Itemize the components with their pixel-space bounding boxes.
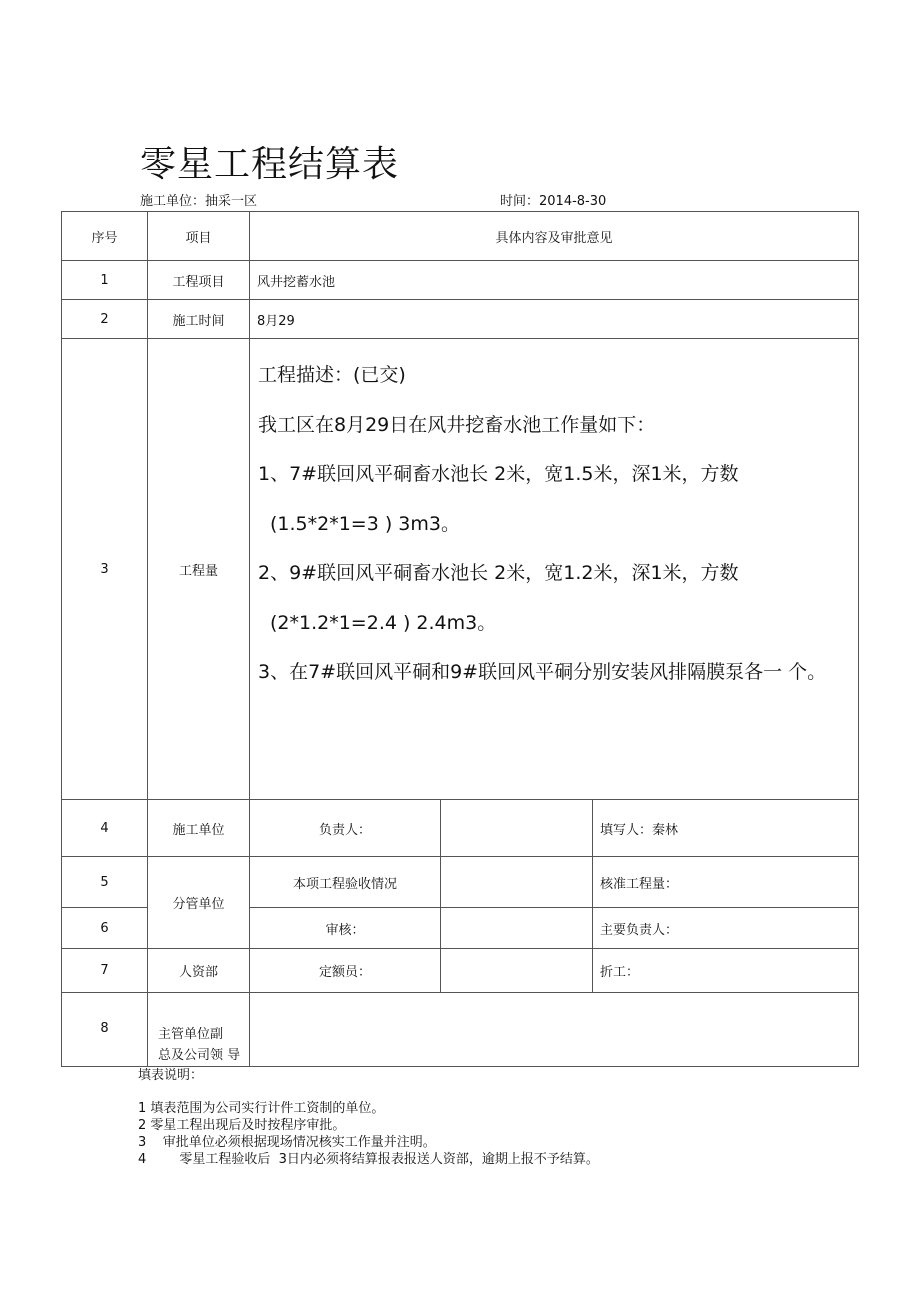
description-line: (2*1.2*1=2.4 ) 2.4m3。 <box>270 611 497 634</box>
settlement-table <box>61 211 859 1067</box>
leader-approval-value <box>250 993 859 1067</box>
row-index: 4 <box>62 800 148 857</box>
acceptance-value <box>441 857 593 908</box>
construction-time-value: 8月29 <box>250 300 859 339</box>
filled-by-label: 填写人：秦林 <box>593 800 859 857</box>
acceptance-label: 本项工程验收情况 <box>250 857 441 908</box>
workload-description <box>250 339 859 800</box>
row-item: 人资部 <box>148 949 250 993</box>
row-index: 6 <box>62 908 148 949</box>
notes-heading: 填表说明： <box>138 1068 204 1083</box>
row-item: 工程项目 <box>148 261 250 300</box>
review-value <box>441 908 593 949</box>
quota-officer-label: 定额员： <box>250 949 441 993</box>
description-line: (1.5*2*1=3 ) 3m3。 <box>270 512 460 535</box>
header-item: 项目 <box>148 212 250 261</box>
description-line: 2、9#联回风平硐畜水池长 2米，宽1.2米，深1米，方数 <box>258 562 739 584</box>
quota-officer-value <box>441 949 593 993</box>
row-item: 施工时间 <box>148 300 250 339</box>
table-row <box>62 300 859 339</box>
construction-unit-label: 施工单位：抽采一区 <box>140 194 258 209</box>
table-row <box>62 261 859 300</box>
row-index: 1 <box>62 261 148 300</box>
description-line: 1、7#联回风平硐畜水池长 2米，宽1.5米，深1米，方数 <box>258 463 739 485</box>
row-index: 8 <box>62 993 148 1067</box>
table-row <box>62 339 859 800</box>
note-item: 1 填表范围为公司实行计件工资制的单位。 <box>138 1101 385 1116</box>
chief-responsible-label: 主要负责人： <box>593 908 859 949</box>
project-name-value: 风井挖蓄水池 <box>250 261 859 300</box>
leader-label-line1: 主管单位副 <box>158 1027 224 1042</box>
table-header-row <box>62 212 859 261</box>
row-index: 5 <box>62 857 148 908</box>
row-item: 分管单位 <box>148 857 250 949</box>
header-index: 序号 <box>62 212 148 261</box>
conversion-label: 折工： <box>593 949 859 993</box>
note-item: 2 零星工程出现后及时按程序审批。 <box>138 1118 346 1133</box>
description-line: 我工区在8月29日在风井挖畜水池工作量如下： <box>258 413 656 436</box>
row-index: 3 <box>62 339 148 800</box>
description-line: 工程描述：(已交) <box>258 364 406 386</box>
note-item: 3 审批单位必须根据现场情况核实工作量并注明。 <box>138 1135 436 1150</box>
row-item: 施工单位 <box>148 800 250 857</box>
fill-instructions <box>138 1067 599 1168</box>
description-line: 3、在7#联回风平硐和9#联回风平硐分别安装风排隔膜泵各一 个。 <box>258 661 827 683</box>
approved-quantity-label: 核准工程量： <box>593 857 859 908</box>
table-row <box>62 949 859 993</box>
row-item: 工程量 <box>148 339 250 800</box>
leader-label-line2: 总及公司领 导 <box>158 1048 241 1063</box>
header-content: 具体内容及审批意见 <box>250 212 859 261</box>
table-row <box>62 857 859 908</box>
date-label: 时间：2014-8-30 <box>500 194 607 209</box>
table-row <box>62 993 859 1067</box>
table-row <box>62 800 859 857</box>
review-label: 审核： <box>250 908 441 949</box>
note-item: 4 零星工程验收后 3日内必须将结算报表报送人资部，逾期上报不予结算。 <box>138 1152 599 1167</box>
page-title: 零星工程结算表 <box>140 144 400 185</box>
responsible-person-value <box>441 800 593 857</box>
responsible-person-label: 负责人： <box>250 800 441 857</box>
row-item <box>148 993 250 1067</box>
row-index: 7 <box>62 949 148 993</box>
row-index: 2 <box>62 300 148 339</box>
